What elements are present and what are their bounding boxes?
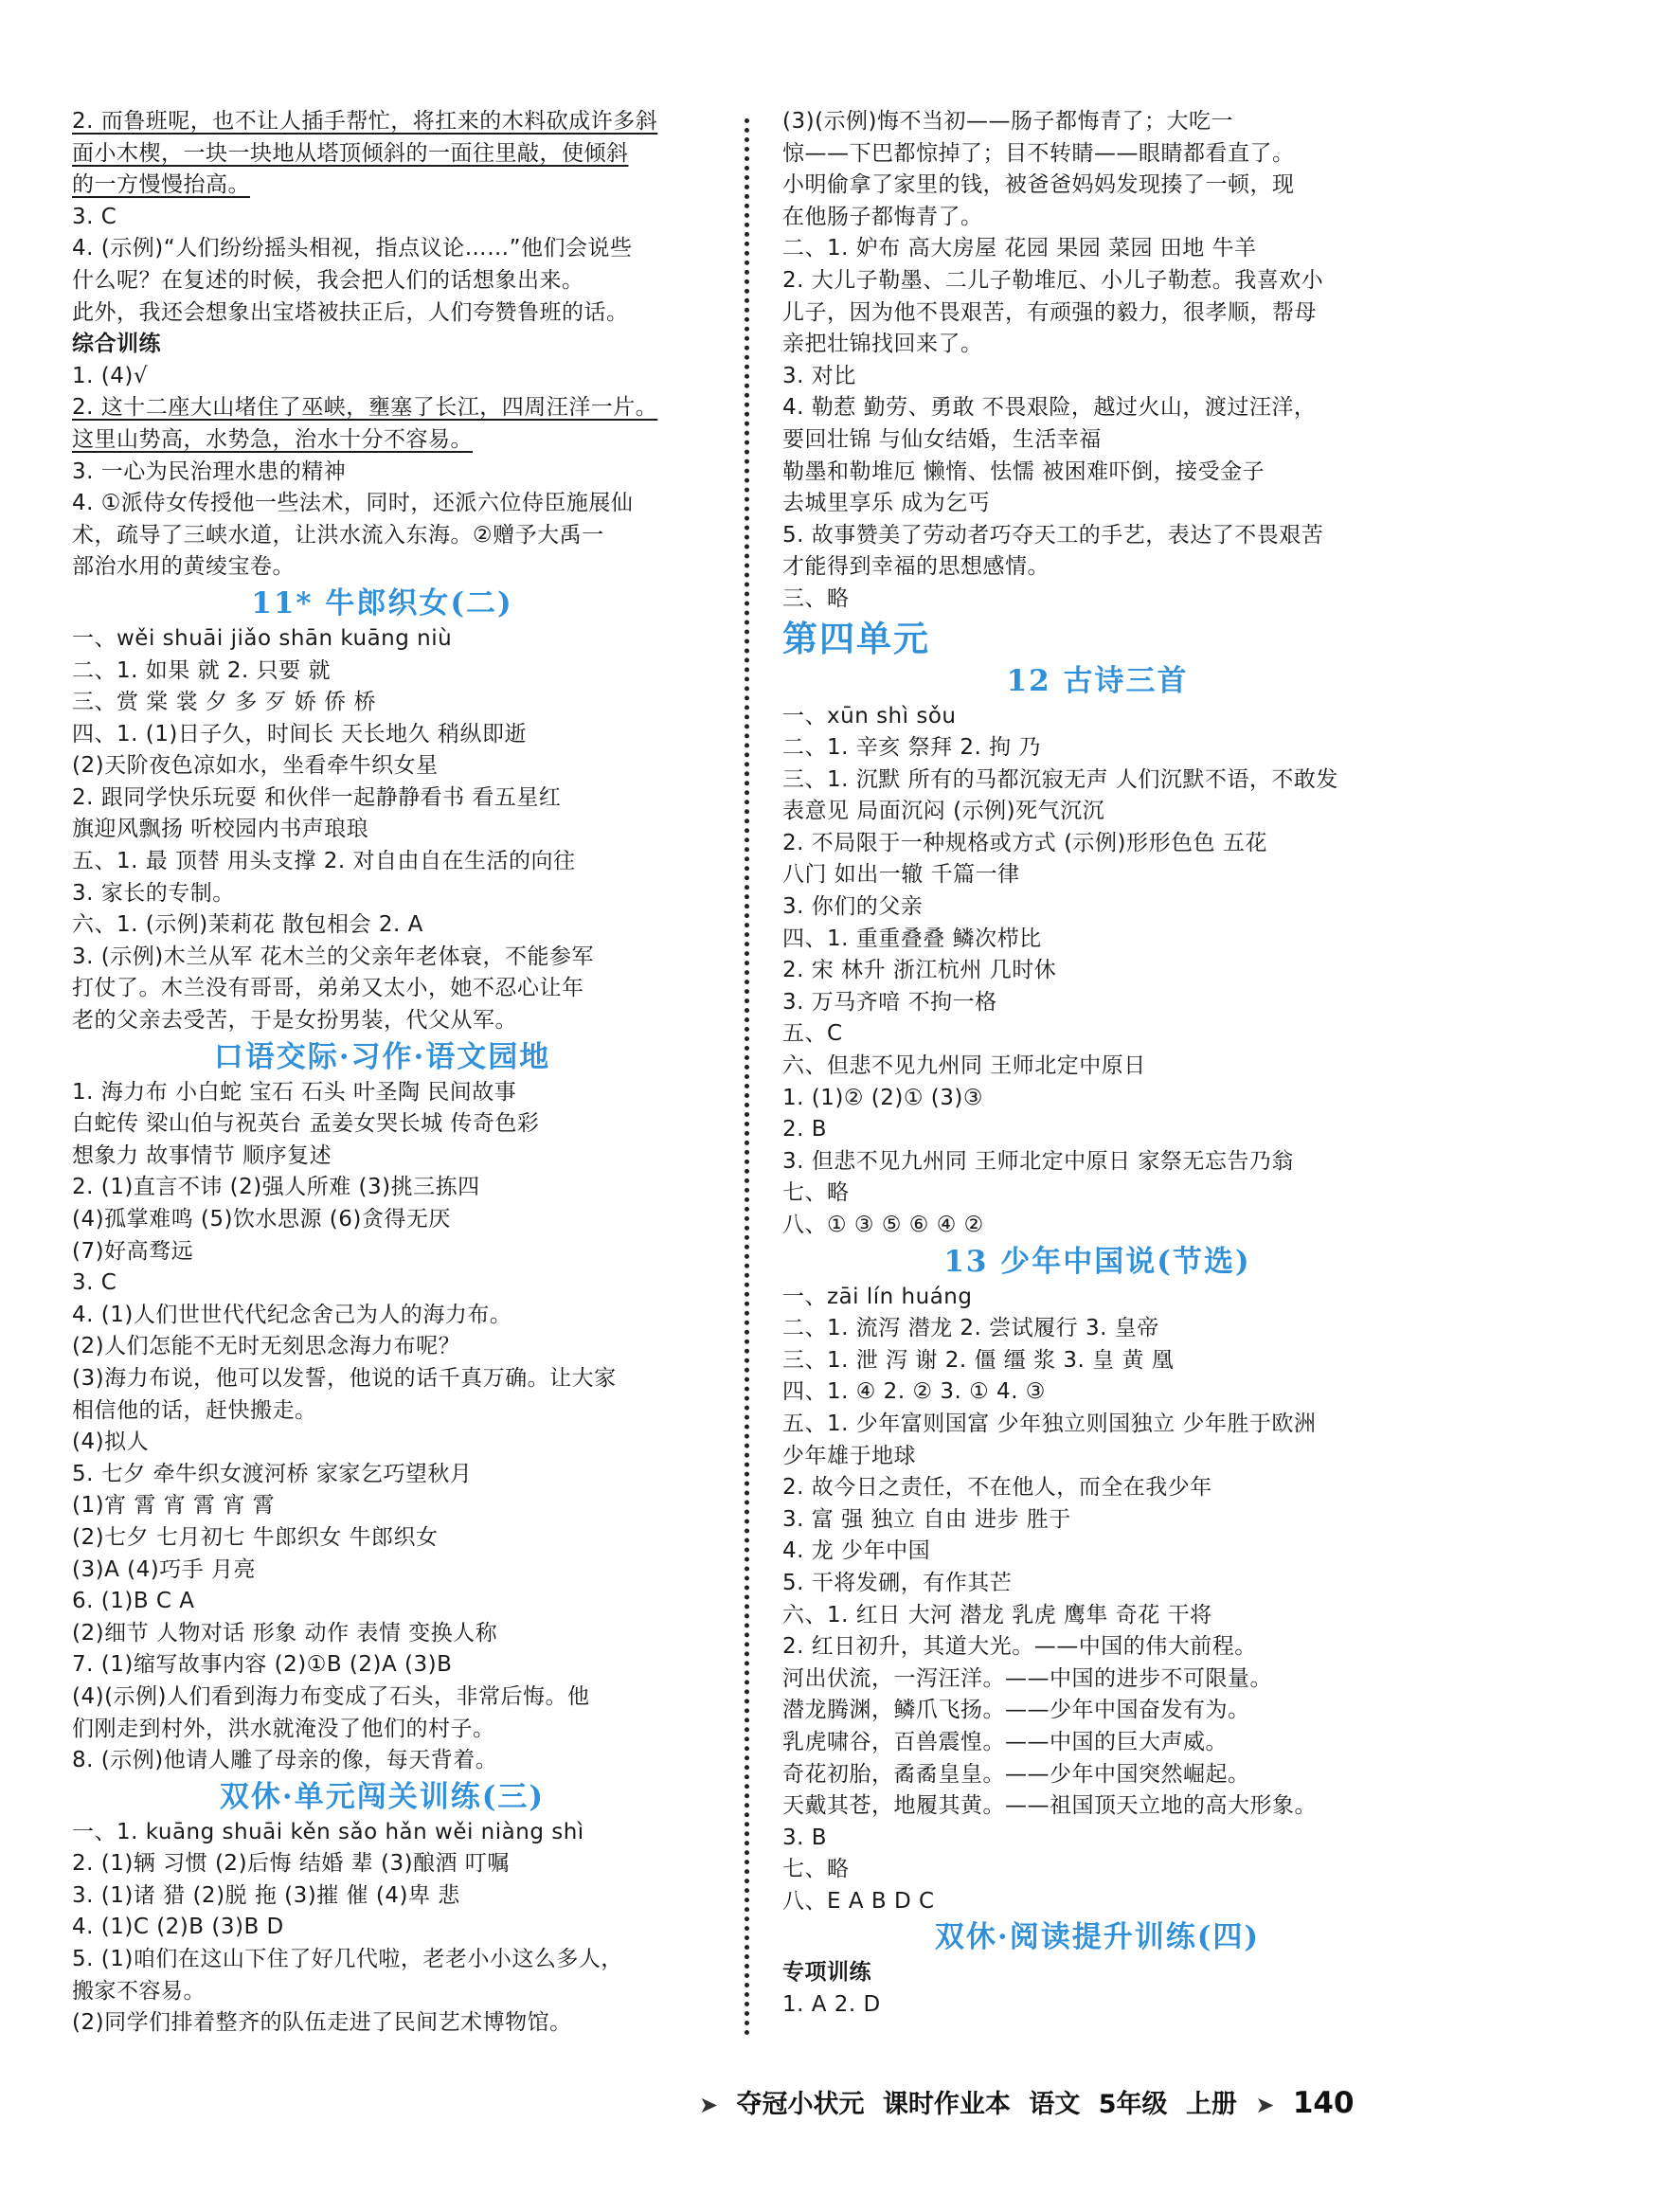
answer-line: 此外，我还会想象出宝塔被扶正后，人们夸赞鲁班的话。 (72, 299, 629, 325)
answer-line: (7)好高骛远 (72, 1238, 194, 1264)
answer-line: 5. (1)咱们在这山下住了好几代啦，老老小小这么多人， (72, 1947, 623, 1972)
answer-line: 一、1. kuāng shuāi kěn sǎo hǎn wěi niàng shì (72, 1819, 584, 1844)
answer-line: 少年雄于地球 (782, 1443, 916, 1468)
answer-line: 5. 故事赞美了劳动者巧夺天工的手艺，表达了不畏艰苦 (782, 522, 1324, 548)
answer-line: 3. 万马齐喑 不拘一格 (782, 989, 997, 1015)
answer-line: 5. 七夕 牵牛织女渡河桥 家家乞巧望秋月 (72, 1461, 473, 1486)
answer-line: 要回壮锦 与仙女结婚，生活幸福 (782, 426, 1102, 452)
answer-line: (2)人们怎能不无时无刻思念海力布呢？ (72, 1334, 461, 1359)
answer-line: 旗迎风飘扬 听校园内书声琅琅 (72, 817, 369, 842)
answer-line: 二、1. 辛亥 祭拜 2. 拘 乃 (782, 735, 1041, 761)
answer-line: 搬家不容易。 (72, 1978, 206, 2004)
answer-line: 天戴其苍，地履其黄。——祖国顶天立地的高大形象。 (782, 1793, 1317, 1819)
answer-line: 2. 跟同学快乐玩耍 和伙伴一起静静看书 看五星红 (72, 784, 562, 810)
answer-line: 一、wěi shuāi jiǎo shān kuāng niù (72, 625, 453, 651)
answer-line: 1. (4)√ (72, 363, 148, 388)
answer-line: 4. (1)C (2)B (3)B D (72, 1915, 284, 1940)
answer-line: 的一方慢慢抬高。 (72, 172, 250, 198)
answer-line: 才能得到幸福的思想感情。 (782, 554, 1050, 580)
answer-line: 2. B (782, 1117, 828, 1142)
answer-line: 3. 家长的专制。 (72, 880, 235, 906)
answer-line: 四、1. 重重叠叠 鳞次栉比 (782, 926, 1042, 951)
answer-line: 四、1. ④ 2. ② 3. ① 4. ③ (782, 1379, 1046, 1405)
answer-line: (3)海力布说，他可以发誓，他说的话千真万确。让大家 (72, 1365, 617, 1391)
section-title: 双休·阅读提升训练(四) (934, 1920, 1261, 1955)
answer-line: 2. 故今日之责任，不在他人，而全在我少年 (782, 1475, 1212, 1501)
answer-line: 勒墨和勒堆厄 懒惰、怯懦 被困难吓倒，接受金子 (782, 459, 1265, 484)
answer-line: (2)细节 人物对话 形象 动作 表情 变换人称 (72, 1620, 498, 1646)
answer-line: 二、1. 如果 就 2. 只要 就 (72, 657, 331, 683)
answer-line: 2. 宋 林升 浙江杭州 几时休 (782, 958, 1057, 983)
answer-line: 2. 不局限于一种规格或方式 (示例)形形色色 五花 (782, 830, 1267, 855)
answer-line: 6. (1)B C A (72, 1589, 195, 1614)
answer-line: 小明偷拿了家里的钱，被爸爸妈妈发现揍了一顿，现 (782, 172, 1295, 198)
answer-line: 4. ①派侍女传授他一些法术，同时，还派六位侍臣施展仙 (72, 491, 634, 516)
answer-line: 3. (示例)木兰从军 花木兰的父亲年老体衰，不能参军 (72, 944, 595, 969)
answer-line: 三、略 (782, 585, 850, 611)
footer-arrow-icon: ➤ (699, 2092, 719, 2118)
answer-line: 打仗了。木兰没有哥哥，弟弟又太小，她不忍心让年 (72, 976, 584, 1001)
answer-line: 六、1. (示例)茉莉花 散包相会 2. A (72, 912, 423, 938)
answer-line: (3)A (4)巧手 月亮 (72, 1556, 257, 1582)
footer-volume: 上册 (1185, 2090, 1237, 2119)
answer-line: 四、1. (1)日子久，时间长 天长地久 稍纵即逝 (72, 721, 527, 746)
answer-line: 六、1. 红日 大河 潜龙 乳虎 鹰隼 奇花 干将 (782, 1602, 1212, 1628)
footer-brand: 夺冠小状元 (736, 2090, 865, 2119)
answer-line: 3. 富 强 独立 自由 进步 胜于 (782, 1506, 1071, 1532)
answer-line: 术，疏导了三峡水道，让洪水流入东海。②赠予大禹一 (72, 522, 604, 548)
footer-arrow-icon: ➤ (1255, 2092, 1275, 2118)
answer-line: 什么呢？在复述的时候，我会把人们的话想象出来。 (72, 267, 584, 293)
answer-line: 相信他的话，赶快搬走。 (72, 1397, 317, 1423)
answer-line: 3. (1)诸 猎 (2)脱 拖 (3)摧 催 (4)卑 悲 (72, 1882, 460, 1908)
answer-line: 白蛇传 梁山伯与祝英台 孟姜女哭长城 传奇色彩 (72, 1111, 540, 1137)
left-answer-column (72, 106, 692, 2040)
answer-line: 儿子，因为他不畏艰苦，有顽强的毅力，很孝顺，帮母 (782, 299, 1317, 325)
answer-line: 二、1. 妒布 高大房屋 花园 果园 菜园 田地 牛羊 (782, 236, 1257, 261)
answer-line: 七、略 (782, 1180, 850, 1206)
answer-line: 五、1. 少年富则国富 少年独立则国独立 少年胜于欧洲 (782, 1411, 1317, 1436)
answer-line: 4. (1)人们世世代代纪念舍己为人的海力布。 (72, 1302, 512, 1327)
footer-book: 课时作业本 (882, 2090, 1011, 2119)
answer-line: 老的父亲去受苦，于是女扮男装，代父从军。 (72, 1008, 517, 1034)
answer-line: 表意见 局面沉闷 (示例)死气沉沉 (782, 799, 1105, 824)
answer-line: 4. 勒惹 勤劳、勇敢 不畏艰险，越过火山，渡过汪洋， (782, 395, 1317, 421)
section-title: 双休·单元闯关训练(三) (219, 1779, 546, 1814)
answer-line: (2)同学们排着整齐的队伍走进了民间艺术博物馆。 (72, 2010, 572, 2036)
subsection-heading: 综合训练 (72, 332, 161, 357)
answer-line: (1)宵 霄 宵 霄 宵 霄 (72, 1493, 276, 1519)
answer-line: 六、但悲不见九州同 王师北定中原日 (782, 1053, 1146, 1079)
answer-line: 3. 但悲不见九州同 王师北定中原日 家祭无忘告乃翁 (782, 1148, 1294, 1174)
answer-line: 部治水用的黄绫宝卷。 (72, 554, 295, 580)
answer-line: 这里山势高，水势急，治水十分不容易。 (72, 426, 473, 452)
answer-line: (4)(示例)人们看到海力布变成了石头，非常后悔。他 (72, 1683, 590, 1709)
answer-line: 2. 而鲁班呢，也不让人插手帮忙，将扛来的木料砍成许多斜 (72, 109, 658, 134)
answer-line: 想象力 故事情节 顺序复述 (72, 1142, 332, 1168)
answer-line: (2)天阶夜色凉如水，坐看牵牛织女星 (72, 753, 439, 779)
answer-line: 惊——下巴都惊掉了；目不转睛——眼睛都看直了。 (782, 140, 1295, 166)
page-footer (699, 2084, 1364, 2122)
answer-line: 3. C (72, 204, 117, 229)
section-title: 11* 牛郎织女(二) (251, 585, 513, 620)
answer-line: 五、1. 最 顶替 用头支撑 2. 对自由自在生活的向往 (72, 849, 576, 874)
answer-line: 3. C (72, 1270, 117, 1296)
answer-line: (2)七夕 七月初七 牛郎织女 牛郎织女 (72, 1524, 439, 1550)
answer-line: 3. 对比 (782, 363, 856, 388)
answer-line: 7. (1)缩写故事内容 (2)①B (2)A (3)B (72, 1652, 453, 1678)
answer-line: 8. (示例)他请人雕了母亲的像，每天背着。 (72, 1748, 498, 1773)
answer-line: 潜龙腾渊，鳞爪飞扬。——少年中国奋发有为。 (782, 1698, 1250, 1723)
answer-line: (4)孤掌难鸣 (5)饮水思源 (6)贪得无厌 (72, 1207, 451, 1232)
answer-line: 五、C (782, 1021, 843, 1047)
answer-line: 3. B (782, 1825, 828, 1850)
footer-subject: 语文 (1029, 2090, 1081, 2119)
section-title: 口语交际·习作·语文园地 (213, 1039, 551, 1074)
answer-line: 八、① ③ ⑤ ⑥ ④ ② (782, 1213, 984, 1237)
answer-line: 去城里享乐 成为乞丐 (782, 491, 991, 516)
answer-line: 一、xūn shì sǒu (782, 703, 957, 728)
answer-line: 奇花初胎，矞矞皇皇。——少年中国突然崛起。 (782, 1761, 1250, 1787)
answer-line: 三、1. 泄 泻 谢 2. 僵 缰 浆 3. 皇 黄 凰 (782, 1347, 1175, 1373)
answer-line: 河出伏流，一泻汪洋。——中国的进步不可限量。 (782, 1665, 1272, 1691)
answer-line: 面小木楔，一块一块地从塔顶倾斜的一面往里敲，使倾斜 (72, 140, 629, 166)
answer-line: 八、E A B D C (782, 1888, 935, 1914)
answer-line: 2. (1)辆 习惯 (2)后悔 结婚 辈 (3)酿酒 叮嘱 (72, 1851, 510, 1877)
subsection-heading: 专项训练 (782, 1960, 871, 1986)
column-divider (745, 118, 749, 2037)
answer-line: 们刚走到村外，洪水就淹没了他们的村子。 (72, 1716, 495, 1741)
answer-line: 亲把壮锦找回来了。 (782, 332, 983, 357)
answer-line: 3. 一心为民治理水患的精神 (72, 459, 347, 484)
answer-line: 八门 如出一辙 千篇一律 (782, 862, 1020, 888)
footer-grade: 5年级 (1098, 2090, 1168, 2119)
answer-line: 1. 海力布 小白蛇 宝石 石头 叶圣陶 民间故事 (72, 1079, 517, 1105)
answer-line: 4. 龙 少年中国 (782, 1538, 931, 1564)
unit-heading: 第四单元 (782, 617, 930, 659)
section-title: 12 古诗三首 (1006, 663, 1189, 698)
page-number: 140 (1292, 2086, 1355, 2120)
answer-line: 2. 这十二座大山堵住了巫峡，壅塞了长江，四周汪洋一片。 (72, 395, 658, 421)
right-answer-column (782, 106, 1412, 2022)
answer-line: 二、1. 流泻 潜龙 2. 尝试履行 3. 皇帝 (782, 1316, 1159, 1341)
answer-line: 三、1. 沉默 所有的马都沉寂无声 人们沉默不语，不敢发 (782, 766, 1338, 792)
answer-line: 3. 你们的父亲 (782, 894, 924, 920)
answer-line: (3)(示例)悔不当初——肠子都悔青了；大吃一 (782, 109, 1234, 134)
answer-line: 乳虎啸谷，百兽震惶。——中国的巨大声威。 (782, 1729, 1228, 1754)
answer-line: 一、zāi lín huáng (782, 1284, 973, 1309)
answer-line: (4)拟人 (72, 1430, 150, 1455)
answer-line: 1. A 2. D (782, 1992, 881, 2018)
answer-line: 在他肠子都悔青了。 (782, 204, 983, 229)
answer-line: 2. 大儿子勒墨、二儿子勒堆厄、小儿子勒惹。我喜欢小 (782, 267, 1324, 293)
answer-line: 4. (示例)“人们纷纷摇头相视，指点议论……”他们会说些 (72, 236, 633, 261)
answer-line: 七、略 (782, 1857, 850, 1882)
answer-line: 三、赏 棠 裳 夕 多 歹 娇 侨 桥 (72, 690, 376, 715)
section-title: 13 少年中国说(节选) (943, 1244, 1251, 1279)
answer-line: 1. (1)② (2)① (3)③ (782, 1085, 983, 1110)
answer-line: 2. (1)直言不讳 (2)强人所难 (3)挑三拣四 (72, 1175, 480, 1200)
answer-line: 2. 红日初升，其道大光。——中国的伟大前程。 (782, 1634, 1257, 1660)
answer-line: 5. 干将发硎，有作其芒 (782, 1570, 1013, 1595)
